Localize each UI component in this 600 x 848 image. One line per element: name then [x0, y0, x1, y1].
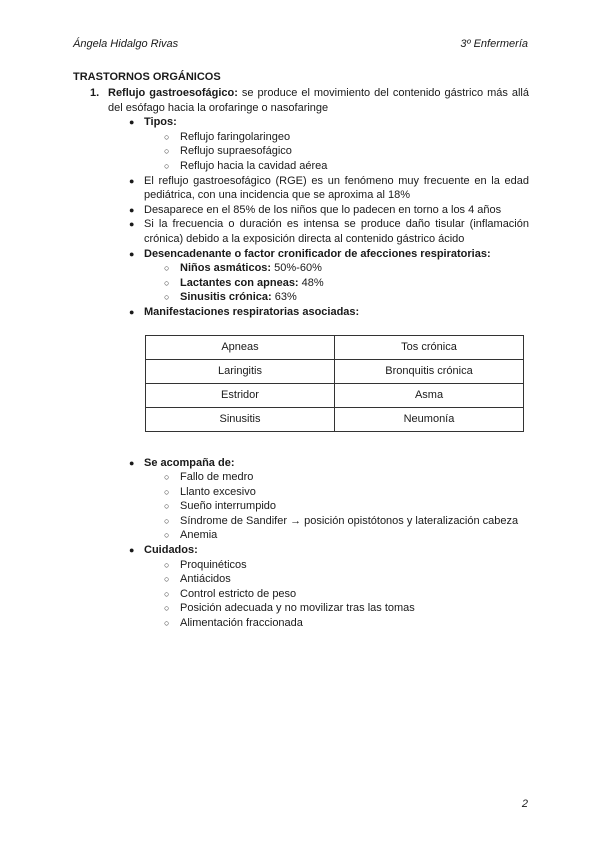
bullet-item: ● El reflujo gastroesofágico (RGE) es un fenómeno muy frecuente en la edad pediátrica, con una incidencia que se aproxima al 18%: [129, 174, 529, 202]
circle-bullet-icon: ○: [164, 530, 170, 541]
table-cell: Apneas: [146, 335, 335, 359]
bullet-tipos: [73, 115, 529, 130]
table-cell: Bronquitis crónica: [335, 359, 524, 383]
bullet-icon: ●: [129, 306, 135, 317]
cuidados-label: Cuidados:: [144, 544, 198, 557]
document-body: [73, 86, 529, 631]
header-course: 3º Enfermería: [460, 38, 528, 50]
item-number: 1.: [90, 87, 100, 99]
circle-bullet-icon: ○: [164, 472, 170, 483]
sub-item: ○ Reflujo faringolaringeo: [164, 130, 291, 143]
acompana-label: Se acompaña de:: [144, 456, 235, 469]
desencadenante-label: Desencadenante o factor cronificador de afecciones respiratorias:: [144, 247, 491, 260]
circle-bullet-icon: ○: [164, 603, 170, 614]
sub-item: ○ Posición adecuada y no movilizar tras las tomas: [164, 602, 415, 615]
section-title: TRASTORNOS ORGÁNICOS: [73, 71, 221, 83]
bullet-icon: ●: [129, 219, 135, 230]
header-author: Ángela Hidalgo Rivas: [73, 38, 179, 50]
manifestaciones-label: Manifestaciones respiratorias asociadas:: [144, 305, 360, 318]
bullet-item: ● Desaparece en el 85% de los niños que lo padecen en torno a los 4 años: [129, 203, 502, 216]
bullet-item: ● Si la frecuencia o duración es intensa se produce daño tisular (inflamación crónica) debido a la exposición directa al contenido gástrico ácido: [129, 218, 529, 245]
manifestaciones-table: [145, 335, 524, 432]
sub-item: ○ Llanto excesivo: [164, 485, 256, 498]
bullet-manifestaciones: [73, 305, 529, 320]
sub-item: ○ Reflujo supraesofágico: [164, 145, 292, 158]
manifestaciones-table-wrapper: [145, 335, 529, 432]
bullet-icon: ●: [129, 457, 135, 468]
table-row: [146, 383, 524, 407]
bullet-icon: ●: [129, 117, 135, 128]
page-number: 2: [521, 798, 528, 810]
circle-bullet-icon: ○: [164, 559, 170, 570]
circle-bullet-icon: ○: [164, 131, 170, 142]
numbered-item-reflujo: [73, 86, 529, 115]
circle-bullet-icon: ○: [164, 618, 170, 629]
sub-item: ○ Control estricto de peso: [164, 587, 297, 600]
sub-item: ○ Reflujo hacia la cavidad aérea: [164, 159, 328, 172]
circle-bullet-icon: ○: [164, 160, 170, 171]
circle-bullet-icon: ○: [164, 515, 170, 526]
table-row: [146, 359, 524, 383]
sub-item: ○ Sinusitis crónica: 63%: [164, 291, 297, 304]
sub-item: ○ Niños asmáticos: 50%-60%: [164, 262, 322, 275]
sub-item: ○ Alimentación fraccionada: [164, 617, 303, 630]
table-cell: Sinusitis: [146, 407, 335, 431]
sub-item: ○ Proquinéticos: [164, 558, 247, 571]
bullet-acompana: [73, 456, 529, 471]
bullet-icon: ●: [129, 248, 135, 259]
table-cell: Laringitis: [146, 359, 335, 383]
table-row: [146, 407, 524, 431]
sub-item: ○ Lactantes con apneas: 48%: [164, 276, 324, 289]
bullet-icon: ●: [129, 175, 135, 186]
circle-bullet-icon: ○: [164, 501, 170, 512]
sub-item: ○ Anemia: [164, 529, 218, 542]
table-cell: Neumonía: [335, 407, 524, 431]
bullet-cuidados: [73, 543, 529, 558]
sub-item: ○ Fallo de medro: [164, 471, 254, 484]
bullet-icon: ●: [129, 204, 135, 215]
table-row: [146, 335, 524, 359]
circle-bullet-icon: ○: [164, 588, 170, 599]
tipos-label: Tipos:: [144, 116, 177, 129]
circle-bullet-icon: ○: [164, 292, 170, 303]
table-cell: Asma: [335, 383, 524, 407]
sub-item: ○ Sueño interrumpido: [164, 500, 277, 513]
bullet-desencadenante: [73, 247, 529, 262]
bullet-icon: ●: [129, 545, 135, 556]
table-cell: Estridor: [146, 383, 335, 407]
table-cell: Tos crónica: [335, 335, 524, 359]
circle-bullet-icon: ○: [164, 574, 170, 585]
circle-bullet-icon: ○: [164, 486, 170, 497]
circle-bullet-icon: ○: [164, 146, 170, 157]
circle-bullet-icon: ○: [164, 277, 170, 288]
item-description: se produce el movimiento del contenido gástrico más allá del esófago hacia la orofaringe o nasofaringe: [108, 87, 529, 114]
sub-item: ○ Antiácidos: [164, 573, 231, 586]
item-title: Reflujo gastroesofágico:: [108, 87, 238, 99]
sub-item: ○ Síndrome de Sandifer → posición opistótonos y lateralización cabeza: [164, 514, 519, 527]
circle-bullet-icon: ○: [164, 263, 170, 274]
